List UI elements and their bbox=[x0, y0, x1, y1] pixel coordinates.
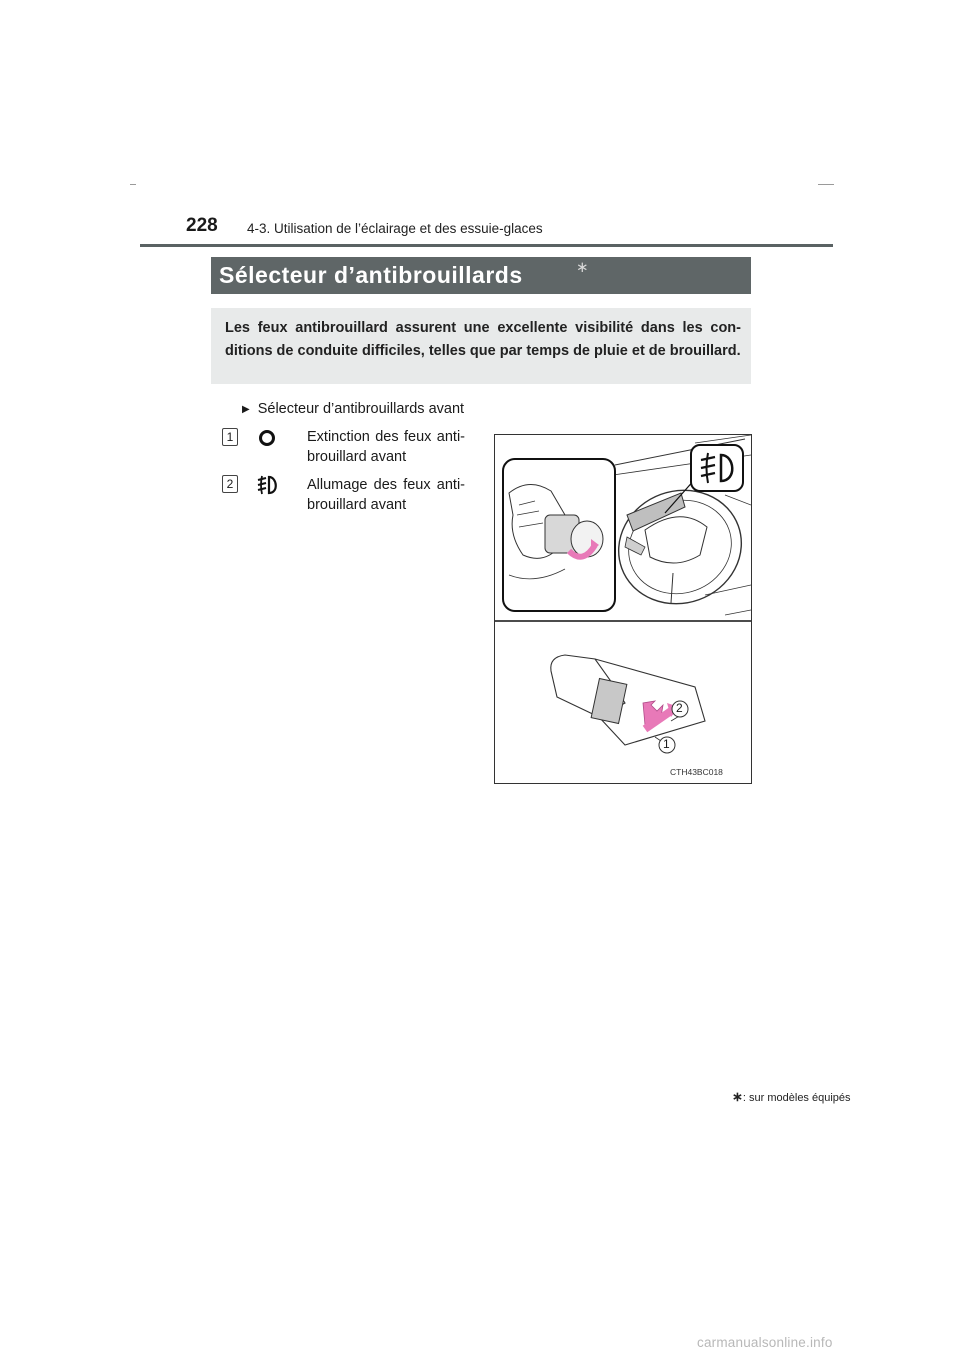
callout-1: 1 bbox=[663, 737, 670, 751]
page-number: 228 bbox=[186, 215, 218, 236]
triangle-bullet-icon: ▶ bbox=[242, 404, 250, 415]
callout-2: 2 bbox=[676, 701, 683, 715]
item-number-2: 2 bbox=[222, 475, 238, 493]
front-fog-lamp-icon bbox=[255, 473, 281, 497]
item-label-1: Extinction des feux anti-brouillard avant bbox=[307, 429, 465, 465]
illustration-drawing bbox=[495, 435, 751, 783]
item-label-2: Allumage des feux anti-brouillard avant bbox=[307, 477, 465, 513]
intro-box bbox=[211, 308, 751, 384]
title-bar bbox=[211, 257, 751, 294]
footnote bbox=[732, 1089, 851, 1105]
section-title: 4-3. Utilisation de l’éclairage et des essuie-glaces bbox=[247, 221, 543, 236]
watermark: carmanualsonline.info bbox=[697, 1335, 833, 1350]
bullet-heading bbox=[242, 401, 464, 417]
item-number-1: 1 bbox=[222, 428, 238, 446]
footnote-text: : sur modèles équipés bbox=[742, 1092, 851, 1104]
footnote-asterisk: ∗ bbox=[732, 1089, 743, 1104]
crop-mark-right bbox=[818, 184, 834, 185]
header-rule bbox=[140, 244, 833, 247]
intro-text: Les feux antibrouillard assurent une excellente visibilité dans les con-ditions de conduite difficiles, telles que par temps de pluie et de brouillard. bbox=[225, 320, 741, 359]
fog-lamp-switch-illustration bbox=[494, 434, 752, 784]
crop-mark-left bbox=[130, 184, 136, 185]
circle-off-icon bbox=[256, 428, 278, 448]
bullet-heading-text: Sélecteur d’antibrouillards avant bbox=[257, 401, 465, 417]
title-asterisk: ∗ bbox=[576, 259, 589, 276]
figure-id: CTH43BC018 bbox=[670, 767, 723, 777]
page-title: Sélecteur d’antibrouillards bbox=[219, 262, 523, 288]
